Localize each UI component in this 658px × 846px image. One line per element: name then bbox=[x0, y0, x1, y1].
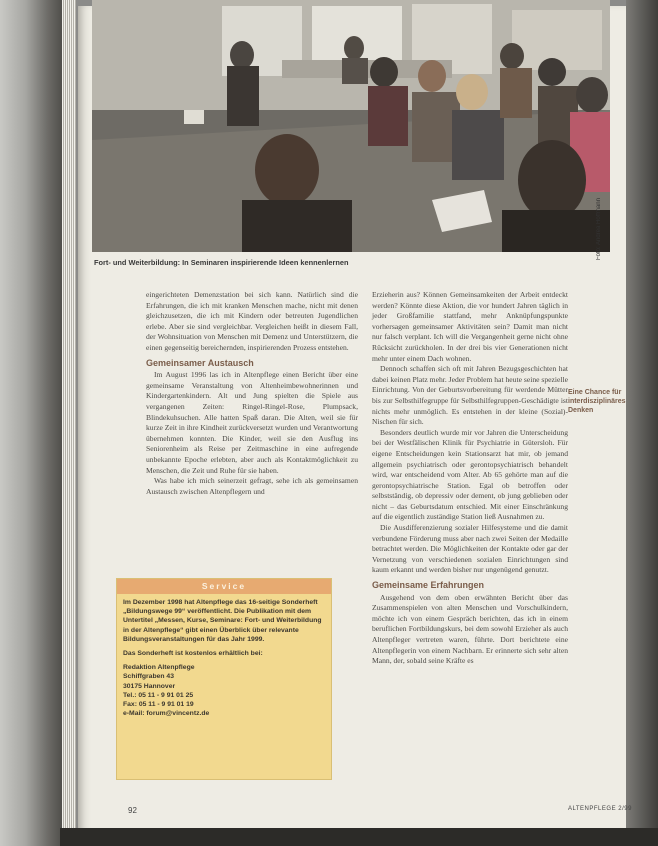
paragraph: Die Ausdifferenzierung sozialer Hilfesysteme und die damit verbundene Förderung muss aber nach zwei Seiten der Medaille betrachtet werden. Die Möglichkeiten der Kontakte oder gar der Vernetzung von verschiedenen sozialen Einrichtungen sind kaum erkannt und werden bisher nur ungenügend genutzt. bbox=[372, 523, 568, 575]
page-number: 92 bbox=[128, 806, 137, 815]
service-text: Im Dezember 1998 hat Altenpflege das 16-seitige Sonderheft „Bildungswege 99“ veröffentlicht. Die Publikation mit dem Untertitel „Messen, Kurse, Seminare: Fort- und Weiterbildung in der Altenpflege“ gibt einen Überblick über relevante Bildungsveranstaltungen für das Jahr 1999. bbox=[123, 599, 322, 643]
section-heading: Gemeinsame Erfahrungen bbox=[372, 580, 485, 591]
page-edges bbox=[62, 0, 76, 846]
book-background-right bbox=[626, 0, 658, 846]
service-address bbox=[123, 663, 325, 718]
photo-caption: Fort- und Weiterbildung: In Seminaren inspirierende Ideen kennenlernen bbox=[94, 258, 349, 267]
photo-credit: Foto: Andrea Hoffmann bbox=[596, 198, 602, 260]
service-text: Das Sonderheft ist kostenlos erhältlich bei: bbox=[123, 650, 263, 658]
paragraph: Ausgehend von dem oben erwähnten Bericht über das Zusammenspielen von alten Menschen und Vorschulkindern, möchte ich von einem Gespräch berichten, das ich in einem beruflichen Fortbildungskurs, bei dem sowohl Erzieher als auch Altenpfleger vertreten waren, führte. Dort berichtete eine Altenpflegerin von einem Nachbarn. Er erinnerte sich sehr alten Mann, der, sobald seine Kräfte es bbox=[372, 592, 568, 666]
service-box bbox=[116, 578, 332, 780]
book-bottom-edge bbox=[60, 828, 658, 846]
paragraph: Dennoch schaffen sich oft mit Jahren Bezugsgeschichten hat dabei keinen Platz mehr. Jeder Problem hat heute seine spezielle Einrichtung. Von der Geburtsvorbereitung für werdende Mütter bis zur Selbsthilfegruppe für Selbsthilfegruppen-Geschädigte ist nichts mehr unmöglich. Es entstehen in der kleine (Sozial)-Nischen für sich. bbox=[372, 364, 568, 427]
margin-note: Eine Chance für interdisziplinäres Denken bbox=[568, 389, 626, 414]
paragraph: Besonders deutlich wurde mir vor Jahren die Unterscheidung bei der Westfälischen Klinik für Psychiatrie in Gütersloh. Für eigene Entscheidungen kein Stationsarzt hat mir, ob jemand allgemein psychiatrisch oder gerontopsychiatrisch behandelt wird, war entscheidend vom Alter. Ab 65 gehörte man auf die gerontopsychiatrische Station. Egal ob betroffen oder selbstständig, ob depressiv oder dement, ob jung geblieben oder nicht – das Geburtsdatum entschied. Mit einer Einschränkung auf die eigentlich zuständige Station ließ Ausnahmen zu. bbox=[372, 427, 568, 522]
paragraph: Erzieherin aus? Können Gemeinsamkeiten der Arbeit entdeckt werden? Könnte diese Aktion, die vor hundert Jahren täglich in jeder Großfamilie stattfand, mehr Anknüpfungspunkte vorhersagen gemeinsamer Aktivitäten sein? Damit man nicht nur falsch verplant. Ich will die Vergangenheit gerne nicht ohne Rücksicht zurückholen. In der drei bis vier Generationen nicht mehr unter einem Dach wohnen. bbox=[372, 290, 568, 363]
magazine-issue: ALTENPFLEGE 2/99 bbox=[568, 806, 632, 812]
left-column bbox=[146, 290, 358, 497]
seminar-photo bbox=[92, 0, 610, 252]
paragraph: Was habe ich mich seinerzeit gefragt, sehe ich als gemeinsamen Austausch zwischen Altenpflegern und bbox=[146, 476, 358, 496]
section-heading: Gemeinsamer Austausch bbox=[146, 357, 254, 368]
fax-line: Fax: 05 11 - 9 91 01 19 bbox=[123, 701, 194, 709]
phone-line: Tel.: 05 11 - 9 91 01 25 bbox=[123, 691, 194, 699]
paragraph: eingerichteten Demenzstation bei sich kann. Natürlich sind die Erfahrungen, die ich mit kranken Menschen mache, nicht mit denen gleichzusetzen, die ich mit Kindern oder betreuten Jugendlichen erlebe. Aber sie sind vergleichbar. Vergleichen heißt in diesem Fall, der Wohnsituation von Menschen mit Demenz und Unterstützern, die einen gegenseitig bereichernden, inspirierenden Prozess entstehen. bbox=[146, 290, 358, 352]
service-title: Service bbox=[117, 579, 331, 594]
email-line: e-Mail: forum@vincentz.de bbox=[123, 710, 210, 718]
service-body bbox=[117, 594, 331, 722]
address-line: 30175 Hannover bbox=[123, 682, 176, 690]
address-line: Schiffgraben 43 bbox=[123, 673, 174, 681]
right-column bbox=[372, 290, 568, 667]
address-line: Redaktion Altenpflege bbox=[123, 664, 195, 672]
paragraph: Im August 1996 las ich in Altenpflege einen Bericht über eine gemeinsame Veranstaltung von Altenheimbewohnerinnen und Kindergartenkindern. Alt und Jung spielten die Spiele aus vergangenen Zeiten: Ringel-Ringel-Rose, Plumpsack, Blindekuhsuchen. Alle hatten Spaß daran. Die Alten, weil sie für kurze Zeit in ihre Kindheit zurückversetzt wurden und Verantwortung übernehmen konnten. Die Kinder, weil sie den Ausflug ins Seniorenheim als Reise per Zeitmaschine in eine aufregende unbekannte Epoche erlebten, aber auch als Kontaktmöglichkeit zu Menschen, die Zeit und Ruhe für sie haben. bbox=[146, 370, 358, 475]
